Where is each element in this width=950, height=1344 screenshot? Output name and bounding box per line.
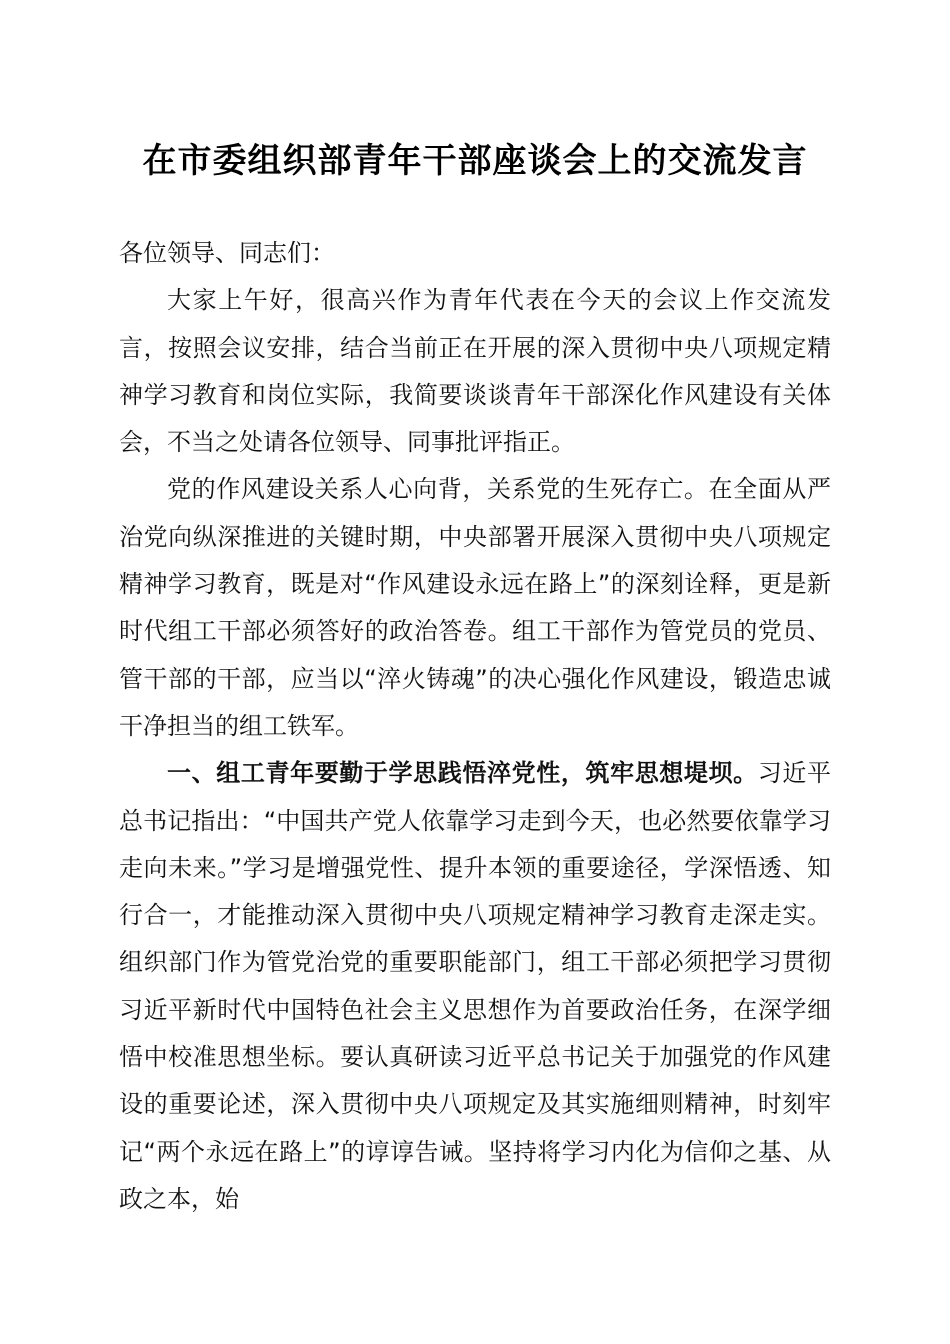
document-title: 在市委组织部青年干部座谈会上的交流发言 bbox=[142, 141, 808, 181]
paragraph-opening bbox=[119, 277, 831, 466]
paragraph-text: 党的作风建设关系人心向背，关系党的生死存亡。在全面从严治党向纵深推进的关键时期，中央部署开展深入贯彻中央八项规定精神学习教育，既是对“作风建设永远在路上”的深刻诠释，更是新时代组工干部必须答好的政治答卷。组工干部作为管党员的党员、管干部的干部，应当以“淬火铸魂”的决心强化作风建设，锻造忠诚干净担当的组工铁军。 bbox=[119, 475, 831, 740]
document-body bbox=[119, 230, 831, 1223]
paragraph-text: 习近平总书记指出：“中国共产党人依靠学习走到今天，也必然要依靠学习走向未来。”学习是增强党性、提升本领的重要途径，学深悟透、知行合一，才能推动深入贯彻中央八项规定精神学习教育走深走实。组织部门作为管党治党的重要职能部门，组工干部必须把学习贯彻习近平新时代中国特色社会主义思想作为首要政治任务，在深学细悟中校准思想坐标。要认真研读习近平总书记关于加强党的作风建设的重要论述，深入贯彻中央八项规定及其实施细则精神，时刻牢记“两个永远在路上”的谆谆告诫。坚持将学习内化为信仰之基、从政之本，始 bbox=[119, 759, 832, 1213]
paragraph-section-one bbox=[119, 750, 831, 1223]
section-heading: 一、组工青年要勤于学思践悟淬党性，筑牢思想堤坝。 bbox=[167, 759, 758, 788]
salutation: 各位领导、同志们： bbox=[119, 239, 335, 267]
paragraph-background bbox=[119, 466, 831, 750]
paragraph-text: 大家上午好，很高兴作为青年代表在今天的会议上作交流发言，按照会议安排，结合当前正在开展的深入贯彻中央八项规定精神学习教育和岗位实际，我简要谈谈青年干部深化作风建设有关体会，不当之处请各位领导、同事批评指正。 bbox=[119, 286, 831, 457]
